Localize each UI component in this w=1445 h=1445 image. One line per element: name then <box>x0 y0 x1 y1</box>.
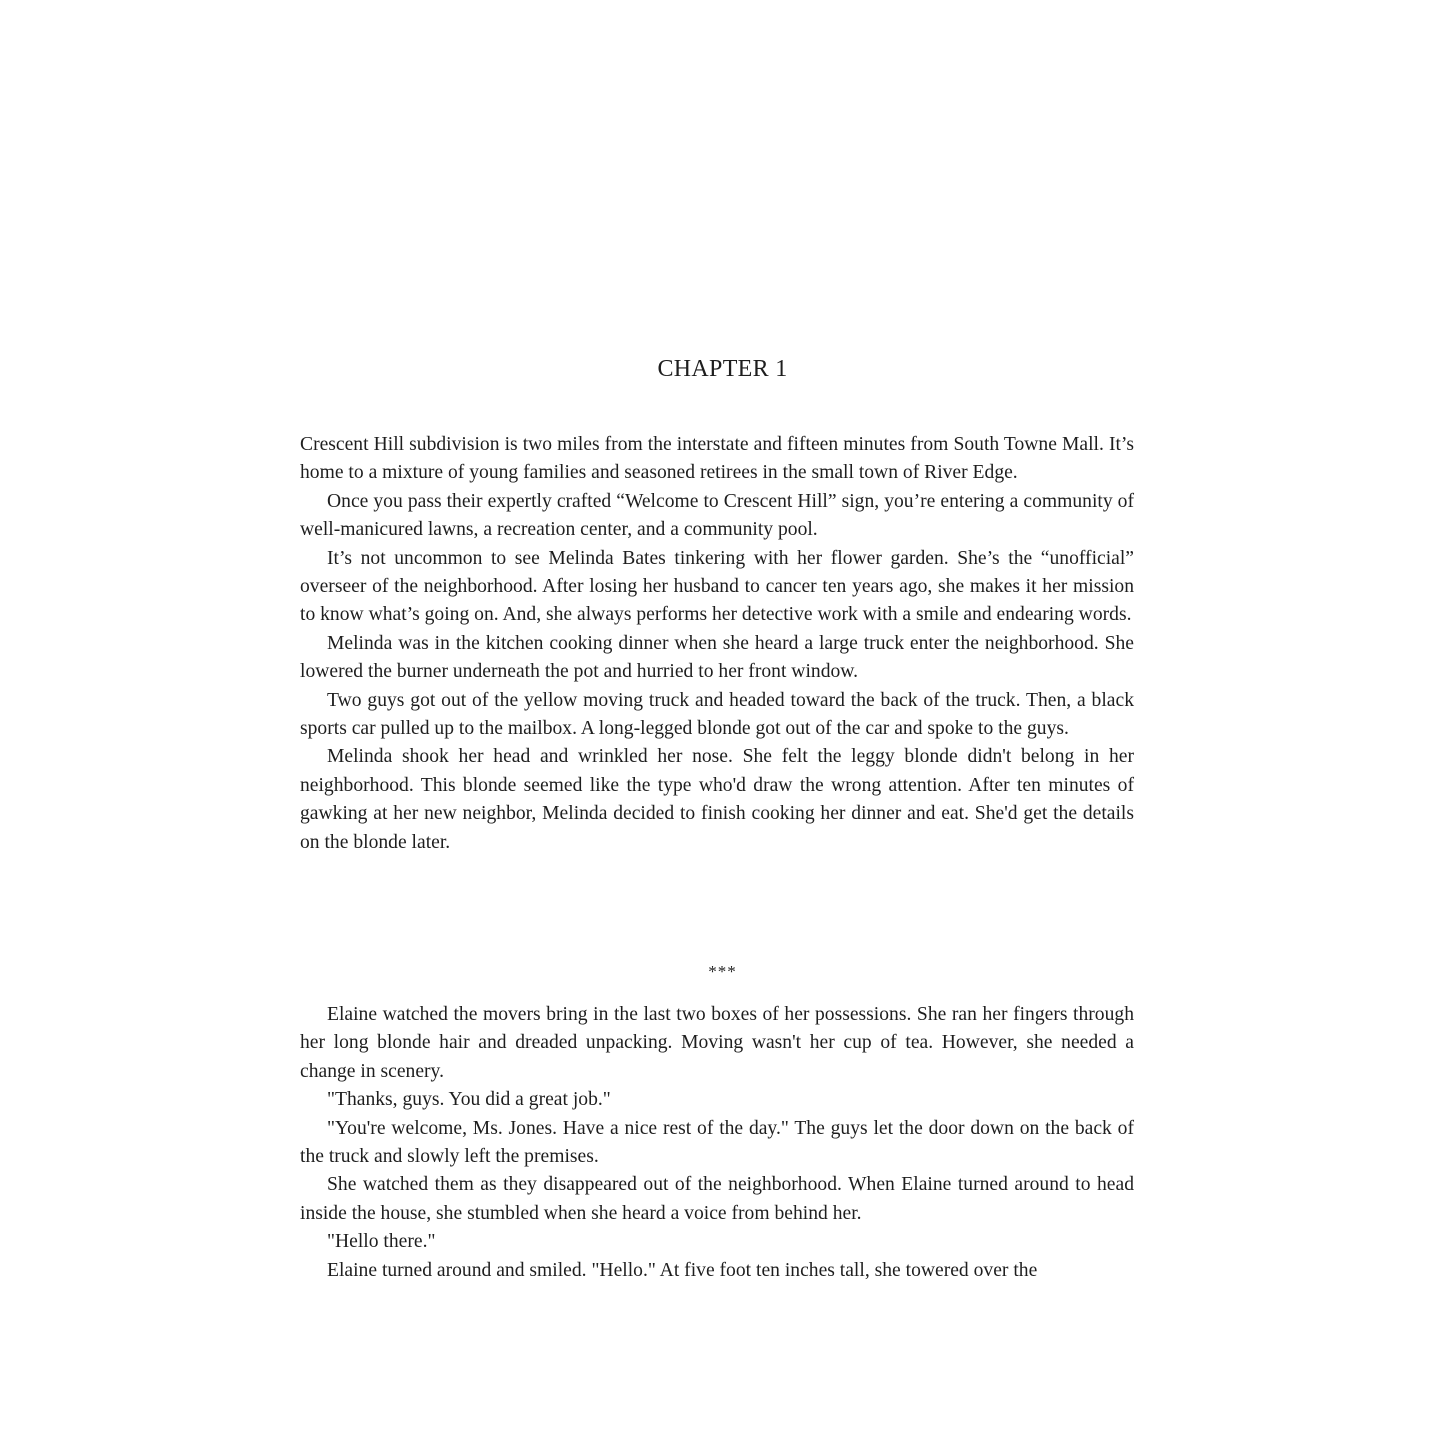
paragraph: It’s not uncommon to see Melinda Bates tinkering with her flower garden. She’s the “unofficial” overseer of the neighborhood. After losing her husband to cancer ten years ago, she makes it her mission to know what’s going on. And, she always performs her detective work with a smile and endearing words. <box>300 547 1134 626</box>
paragraph: She watched them as they disappeared out of the neighborhood. When Elaine turned around to head inside the house, she stumbled when she heard a voice from behind her. <box>300 1174 1134 1224</box>
paragraph: Two guys got out of the yellow moving truck and headed toward the back of the truck. Then, a black sports car pulled up to the mailbox. A long-legged blonde got out of the car and spoke to the guys. <box>300 689 1134 740</box>
paragraph: Once you pass their expertly crafted “Welcome to Crescent Hill” sign, you’re entering a community of well-manicured lawns, a recreation center, and a community pool. <box>300 490 1134 541</box>
scene-break: *** <box>708 962 737 981</box>
paragraph: Melinda shook her head and wrinkled her nose. She felt the leggy blonde didn't belong in her neighborhood. This blonde seemed like the type who'd draw the wrong attention. After ten minutes of gawking at her new neighbor, Melinda decided to finish cooking her dinner and eat. She'd get the details on the blonde later. <box>300 746 1134 853</box>
paragraph: Melinda was in the kitchen cooking dinner when she heard a large truck enter the neighborhood. She lowered the burner underneath the pot and hurried to her front window. <box>300 632 1134 683</box>
chapter-body-section-1 <box>300 431 1134 857</box>
paragraph: Crescent Hill subdivision is two miles from the interstate and fifteen minutes from South Towne Mall. It’s home to a mixture of young families and seasoned retirees in the small town of River Edge. <box>300 434 1134 484</box>
paragraph: "You're welcome, Ms. Jones. Have a nice rest of the day." The guys let the door down on the back of the truck and slowly left the premises. <box>300 1117 1134 1168</box>
paragraph: Elaine watched the movers bring in the last two boxes of her possessions. She ran her fingers through her long blonde hair and dreaded unpacking. Moving wasn't her cup of tea. However, she needed a change in scenery. <box>300 1004 1134 1082</box>
chapter-body-section-2 <box>300 1001 1134 1285</box>
chapter-title: CHAPTER 1 <box>657 356 788 382</box>
paragraph: Elaine turned around and smiled. "Hello." At five foot ten inches tall, she towered over the <box>327 1259 1038 1281</box>
paragraph: "Thanks, guys. You did a great job." <box>327 1089 611 1111</box>
paragraph: "Hello there." <box>327 1231 436 1253</box>
